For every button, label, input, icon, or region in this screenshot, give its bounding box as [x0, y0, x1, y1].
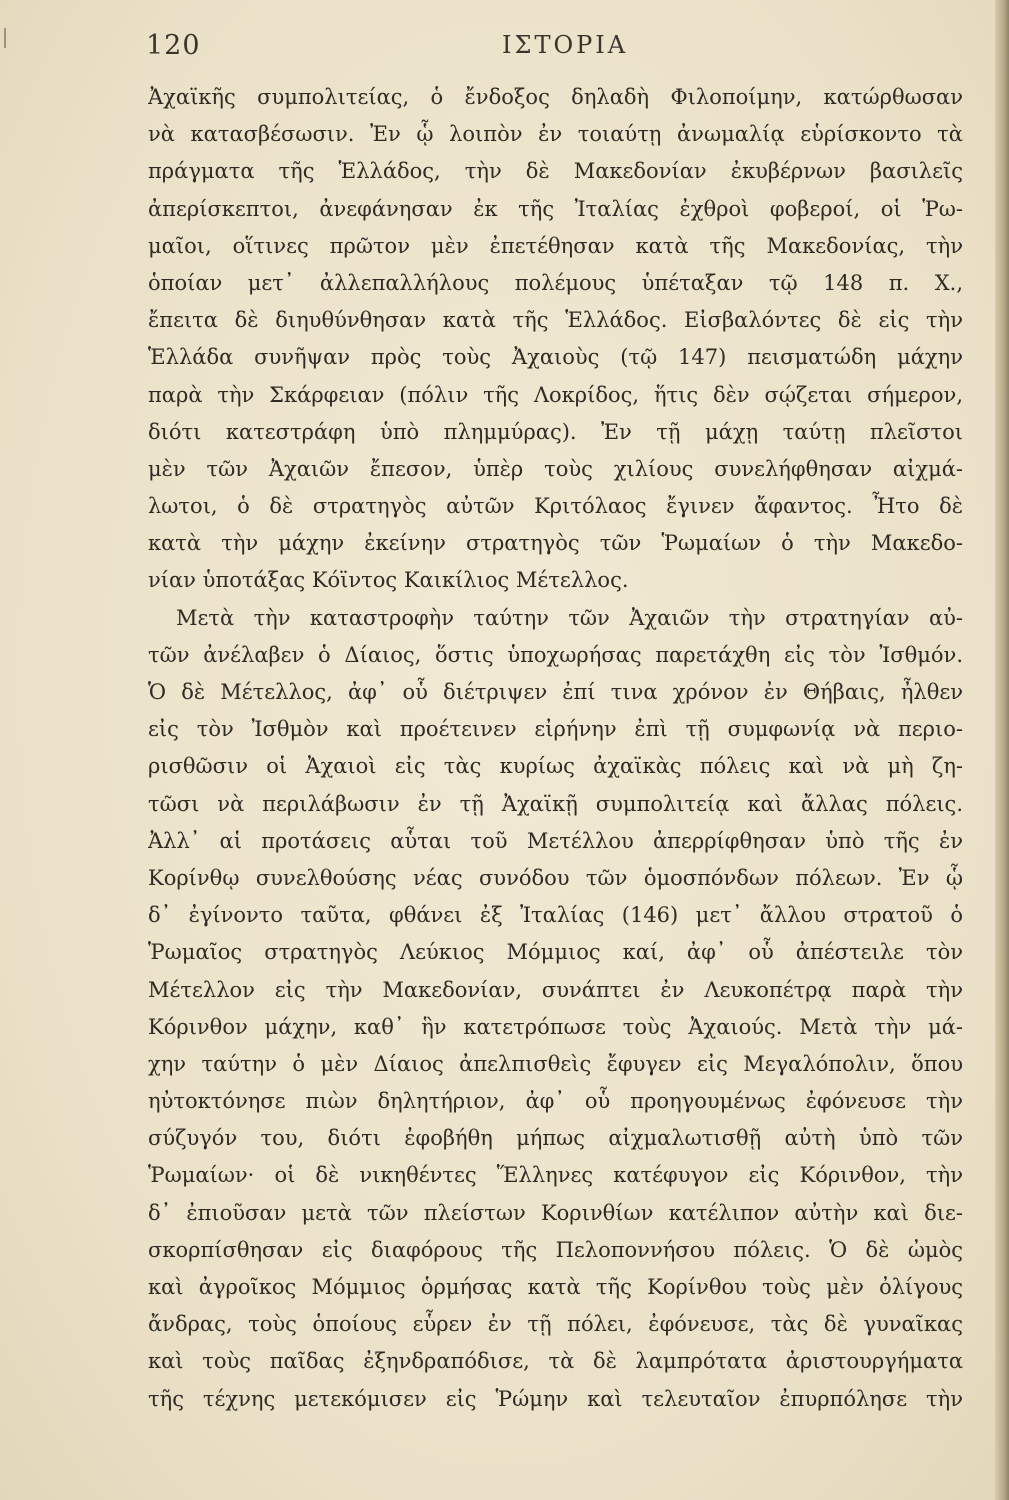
- text-line: κατὰ τὴν μάχην ἐκείνην στρατηγὸς τῶν Ῥωμαίων ὁ τὴν Μακεδο-: [148, 531, 963, 556]
- text-line: τῆς τέχνης μετεκόμισεν εἰς Ῥώμην καὶ τελευταῖον ἐπυρπόλησε τὴν: [148, 1386, 963, 1411]
- text-line: σύζυγόν του, διότι ἐφοβήθη μήπως αἰχμαλωτισθῇ αὐτὴ ὑπὸ τῶν: [148, 1126, 963, 1151]
- text-line: ὁποίαν μετ᾽ ἀλλεπαλλήλους πολέμους ὑπέταξαν τῷ 148 π. Χ.,: [148, 270, 963, 295]
- body-text: [148, 79, 963, 1418]
- running-title: ΙΣΤΟΡΙΑ: [502, 31, 629, 59]
- text-line: τῶν ἀνέλαβεν ὁ Δίαιος, ὅστις ὑποχωρήσας παρετάχθη εἰς τὸν Ἰσθμόν.: [148, 642, 963, 667]
- text-line: Ῥωμαῖος στρατηγὸς Λεύκιος Μόμμιος καί, ἀφ᾽ οὗ ἀπέστειλε τὸν: [148, 940, 963, 965]
- text-line: δ᾽ ἐπιοῦσαν μετὰ τῶν πλείστων Κορινθίων κατέλιπον αὐτὴν καὶ διε-: [148, 1200, 963, 1225]
- text-line: Κορίνθῳ συνελθούσης νέας συνόδου τῶν ὁμοσπόνδων πόλεων. Ἐν ᾧ: [148, 865, 963, 890]
- text-line: χην ταύτην ὁ μὲν Δίαιος ἀπελπισθεὶς ἔφυγεν εἰς Μεγαλόπολιν, ὅπου: [148, 1051, 963, 1076]
- text-line: τῶσι νὰ περιλάβωσιν ἐν τῇ Ἀχαϊκῇ συμπολιτείᾳ καὶ ἄλλας πόλεις.: [148, 791, 963, 816]
- text-line: ἔπειτα δὲ διηυθύνθησαν κατὰ τῆς Ἑλλάδος. Εἰσβαλόντες δὲ εἰς τὴν: [148, 308, 963, 333]
- text-line: ηὐτοκτόνησε πιὼν δηλητήριον, ἀφ᾽ οὗ προηγουμένως ἐφόνευσε τὴν: [148, 1089, 963, 1114]
- text-line: ἄνδρας, τοὺς ὁποίους εὗρεν ἐν τῇ πόλει, ἐφόνευσε, τὰς δὲ γυναῖκας: [148, 1312, 963, 1337]
- text-line: Μετὰ τὴν καταστροφὴν ταύτην τῶν Ἀχαιῶν τὴν στρατηγίαν αὐ-: [176, 605, 963, 630]
- text-line: πράγματα τῆς Ἑλλάδος, τὴν δὲ Μακεδονίαν ἐκυβέρνων βασιλεῖς: [148, 159, 963, 184]
- text-line: καὶ τοὺς παῖδας ἐξηνδραπόδισε, τὰ δὲ λαμπρότατα ἀριστουργήματα: [148, 1349, 963, 1374]
- page-edge-shadow: [995, 0, 1009, 1500]
- text-line: μαῖοι, οἵτινες πρῶτον μὲν ἐπετέθησαν κατὰ τῆς Μακεδονίας, τὴν: [148, 233, 963, 258]
- text-line: λωτοι, ὁ δὲ στρατηγὸς αὐτῶν Κριτόλαος ἔγινεν ἄφαντος. Ἦτο δὲ: [148, 494, 963, 519]
- text-line: Ἑλλάδα συνῆψαν πρὸς τοὺς Ἀχαιοὺς (τῷ 147) πεισματώδη μάχην: [148, 345, 963, 370]
- text-line: παρὰ τὴν Σκάρφειαν (πόλιν τῆς Λοκρίδος, ἥτις δὲν σῴζεται σήμερον,: [148, 382, 963, 407]
- page-number: 120: [146, 30, 201, 61]
- text-line: ρισθῶσιν οἱ Ἀχαιοὶ εἰς τὰς κυρίως ἀχαϊκὰς πόλεις καὶ νὰ μὴ ζη-: [148, 754, 963, 779]
- text-line: Ῥωμαίων· οἱ δὲ νικηθέντες Ἕλληνες κατέφυγον εἰς Κόρινθον, τὴν: [148, 1163, 963, 1188]
- text-line: Μέτελλον εἰς τὴν Μακεδονίαν, συνάπτει ἐν Λευκοπέτρᾳ παρὰ τὴν: [148, 977, 963, 1002]
- text-line: δ᾽ ἐγίνοντο ταῦτα, φθάνει ἐξ Ἰταλίας (146) μετ᾽ ἄλλου στρατοῦ ὁ: [148, 903, 963, 928]
- text-line: νὰ κατασβέσωσιν. Ἐν ᾧ λοιπὸν ἐν τοιαύτῃ ἀνωμαλίᾳ εὑρίσκοντο τὰ: [148, 122, 963, 147]
- text-line: ἀπερίσκεπτοι, ἀνεφάνησαν ἐκ τῆς Ἰταλίας ἐχθροὶ φοβεροί, οἱ Ῥω-: [148, 196, 963, 221]
- text-line: εἰς τὸν Ἰσθμὸν καὶ προέτεινεν εἰρήνην ἐπὶ τῇ συμφωνίᾳ νὰ περιο-: [148, 717, 963, 742]
- text-line: μὲν τῶν Ἀχαιῶν ἔπεσον, ὑπὲρ τοὺς χιλίους συνελήφθησαν αἰχμά-: [148, 456, 963, 481]
- text-line: διότι κατεστράφη ὑπὸ πλημμύρας). Ἐν τῇ μάχῃ ταύτῃ πλεῖστοι: [148, 419, 963, 444]
- text-line: νίαν ὑποτάξας Κόϊντος Καικίλιος Μέτελλος.: [148, 568, 629, 593]
- text-line: Ὁ δὲ Μέτελλος, ἀφ᾽ οὗ διέτριψεν ἐπί τινα χρόνον ἐν Θήβαις, ἦλθεν: [148, 680, 963, 704]
- text-line: Ἀχαϊκῆς συμπολιτείας, ὁ ἔνδοξος δηλαδὴ Φιλοποίμην, κατώρθωσαν: [148, 85, 963, 109]
- text-line: Ἀλλ᾽ αἱ προτάσεις αὗται τοῦ Μετέλλου ἀπερρίφθησαν ὑπὸ τῆς ἐν: [148, 828, 963, 853]
- text-line: σκορπίσθησαν εἰς διαφόρους τῆς Πελοποννήσου πόλεις. Ὁ δὲ ὠμὸς: [148, 1237, 963, 1262]
- text-line: καὶ ἀγροῖκος Μόμμιος ὁρμήσας κατὰ τῆς Κορίνθου τοὺς μὲν ὀλίγους: [148, 1275, 963, 1299]
- margin-mark: [4, 28, 6, 48]
- text-line: Κόρινθον μάχην, καθ᾽ ἣν κατετρόπωσε τοὺς Ἀχαιούς. Μετὰ τὴν μά-: [148, 1014, 963, 1039]
